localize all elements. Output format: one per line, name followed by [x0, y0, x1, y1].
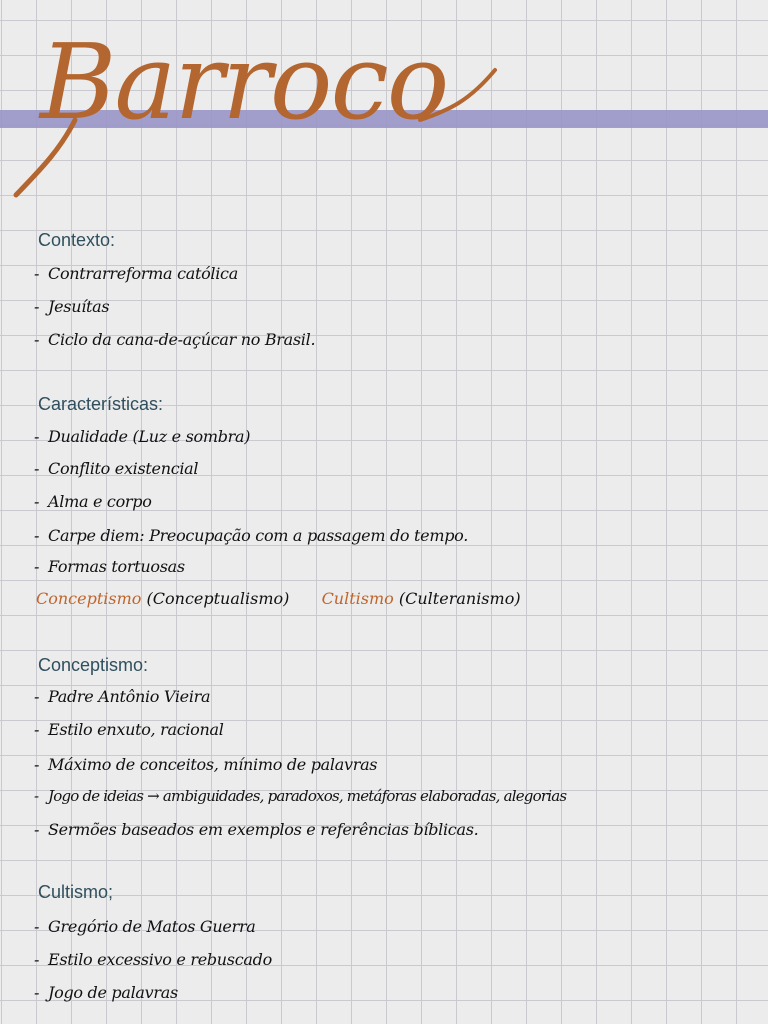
list-item: - Ciclo da cana-de-açúcar no Brasil.: [34, 330, 316, 349]
list-item: - Jogo de palavras: [34, 983, 178, 1002]
list-item: - Jesuítas: [34, 297, 110, 316]
conceptismo-label: Conceptismo: [36, 589, 142, 608]
page-title: Barroco: [40, 21, 448, 143]
heading-contexto: Contexto:: [38, 230, 116, 250]
list-item: - Alma e corpo: [34, 492, 152, 511]
conceptismo-alt: (Conceptualismo): [146, 589, 290, 608]
list-item: - Máximo de conceitos, mínimo de palavras: [34, 755, 378, 774]
list-item: - Estilo enxuto, racional: [34, 720, 224, 739]
cultismo-label: Cultismo: [321, 589, 394, 608]
list-item: - Sermões baseados em exemplos e referências bíblicas.: [34, 820, 479, 839]
cultismo-alt: (Culteranismo): [398, 589, 521, 608]
list-item: - Dualidade (Luz e sombra): [34, 427, 251, 446]
heading-conceptismo: Conceptismo:: [38, 655, 149, 675]
list-item: - Carpe diem: Preocupação com a passagem do tempo.: [34, 526, 468, 545]
list-item: - Contrarreforma católica: [34, 264, 238, 283]
list-item: - Conflito existencial: [34, 459, 199, 478]
heading-cultismo: Cultismo;: [38, 882, 114, 902]
list-item: - Padre Antônio Vieira: [34, 687, 211, 706]
list-item: - Formas tortuosas: [34, 557, 185, 576]
heading-caracteristicas: Características:: [38, 394, 164, 414]
list-item: - Gregório de Matos Guerra: [34, 917, 256, 936]
list-item: - Estilo excessivo e rebuscado: [34, 950, 272, 969]
list-item: - Jogo de ideias → ambiguidades, paradoxos, metáforas elaboradas, alegorias: [34, 787, 567, 805]
schools-line: [36, 589, 521, 608]
